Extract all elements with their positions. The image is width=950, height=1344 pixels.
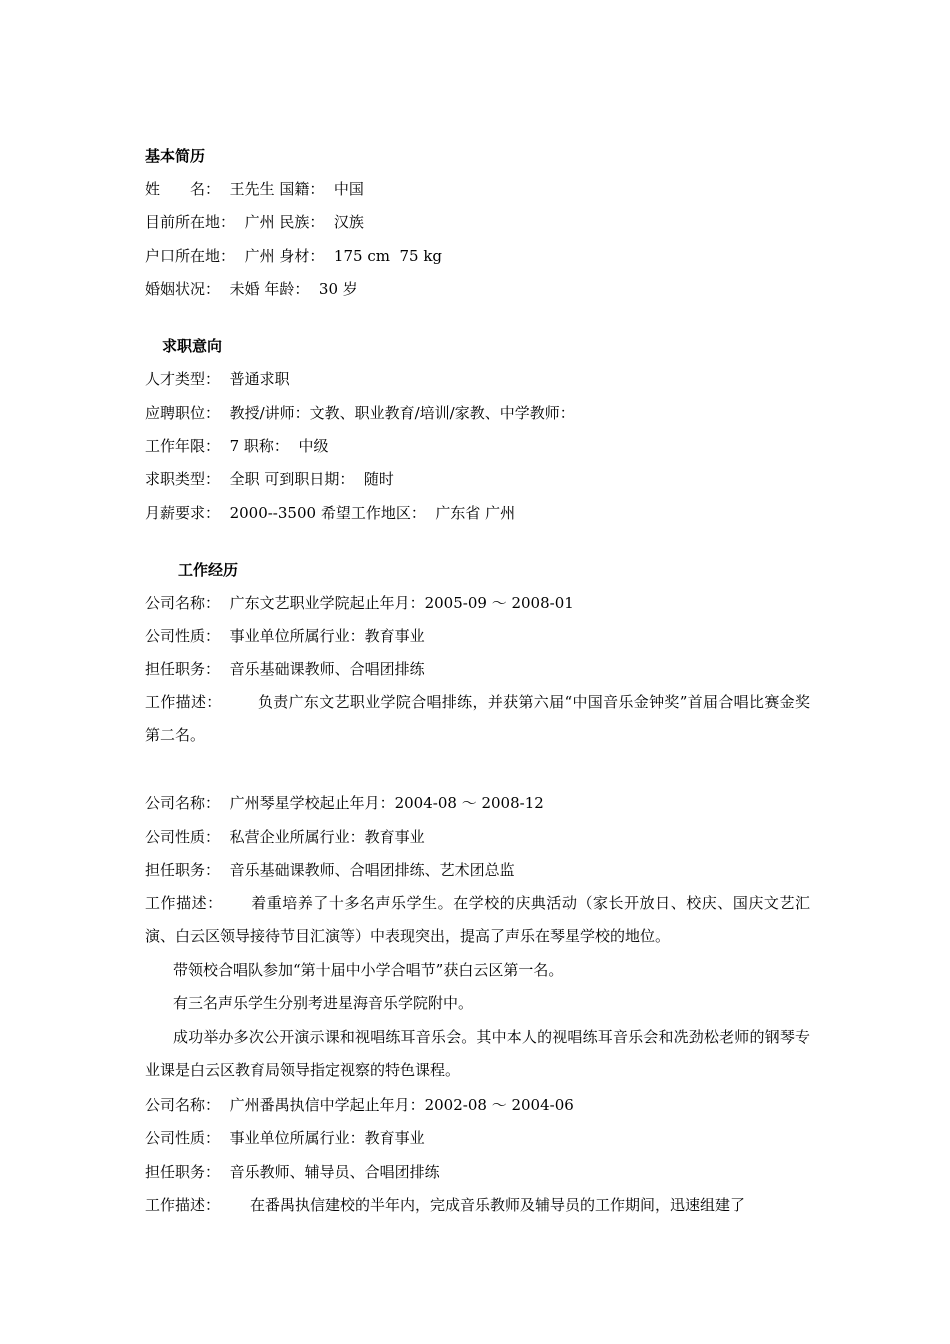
period-value: 2002-08 ～ 2004-06: [424, 1096, 574, 1114]
location-label: 目前所在地：: [145, 213, 236, 231]
industry-value: 教育事业: [364, 627, 425, 645]
period-value: 2004-08 ～ 2008-12: [394, 794, 544, 812]
desc-label: 工作描述：: [145, 1196, 221, 1214]
salary-value: 2000--3500: [229, 504, 317, 522]
talent-label: 人才类型：: [145, 370, 221, 388]
start-value: 随时: [363, 470, 394, 488]
job3-row-duty: [145, 1162, 440, 1182]
age-value: 30 岁: [318, 280, 358, 298]
company-value: 广州番禺执信中学: [229, 1096, 350, 1114]
job2-row-nature: [145, 827, 425, 847]
nature-value: 事业单位: [229, 627, 290, 645]
row-type-start: [145, 469, 394, 489]
salary-label: 月薪要求：: [145, 504, 221, 522]
period-label: 起止年月：: [319, 794, 395, 812]
name-label: 姓 名：: [145, 180, 221, 198]
title-value: 中级: [298, 437, 329, 455]
job3-row-company: [145, 1095, 574, 1115]
row-hukou-body: [145, 246, 442, 266]
desc-value: 负责广东文艺职业学院合唱排练，并获第六届“中国音乐金钟奖”首届合唱比赛金奖第二名。: [145, 693, 810, 744]
duty-value: 音乐基础课教师、合唱团排练、艺术团总监: [229, 861, 515, 879]
name-value: 王先生: [229, 180, 275, 198]
job2-row-company: [145, 793, 544, 813]
talent-value: 普通求职: [229, 370, 290, 388]
nationality-label: 国籍：: [279, 180, 325, 198]
row-location-ethnicity: [145, 212, 364, 232]
company-label: 公司名称：: [145, 1096, 221, 1114]
type-label: 求职类型：: [145, 470, 221, 488]
ethnicity-label: 民族：: [279, 213, 325, 231]
desc-label: 工作描述：: [145, 894, 223, 912]
industry-label: 所属行业：: [289, 627, 365, 645]
desc-value: 着重培养了十多名声乐学生。在学校的庆典活动（家长开放日、校庆、国庆文艺汇演、白云区领导接待节目汇演等）中表现突出，提高了声乐在琴星学校的地位。: [145, 894, 810, 945]
years-value: 7: [229, 437, 240, 455]
nature-value: 私营企业: [229, 828, 290, 846]
industry-label: 所属行业：: [289, 828, 365, 846]
type-value: 全职: [229, 470, 260, 488]
row-years-title: [145, 436, 328, 456]
section-heading-basic: 基本简历: [145, 147, 206, 165]
area-value: 广东省 广州: [435, 504, 516, 522]
duty-label: 担任职务：: [145, 1163, 221, 1181]
ethnicity-value: 汉族: [333, 213, 364, 231]
company-value: 广州琴星学校: [229, 794, 320, 812]
job2-description: [145, 887, 810, 953]
job1-row-nature: [145, 626, 425, 646]
company-label: 公司名称：: [145, 594, 221, 612]
job2-row-duty: [145, 860, 515, 880]
area-label: 希望工作地区：: [320, 504, 426, 522]
company-value: 广东文艺职业学院: [229, 594, 350, 612]
job2-extra-3: 成功举办多次公开演示课和视唱练耳音乐会。其中本人的视唱练耳音乐会和冼劲松老师的钢琴专业课是白云区教育局领导指定视察的特色课程。: [145, 1028, 810, 1079]
section-heading-intent: 求职意向: [162, 337, 223, 355]
section-heading-experience: 工作经历: [178, 561, 239, 579]
nature-label: 公司性质：: [145, 627, 221, 645]
marital-value: 未婚: [229, 280, 260, 298]
desc-value: 在番禺执信建校的半年内，完成音乐教师及辅导员的工作期间，迅速组建了: [250, 1196, 746, 1214]
period-value: 2005-09 ～ 2008-01: [424, 594, 574, 612]
duty-value: 音乐基础课教师、合唱团排练: [229, 660, 425, 678]
nature-value: 事业单位: [229, 1129, 290, 1147]
duty-label: 担任职务：: [145, 660, 221, 678]
period-label: 起止年月：: [349, 594, 425, 612]
years-label: 工作年限：: [145, 437, 221, 455]
position-value: 教授/讲师：文教、职业教育/培训/家教、中学教师：: [229, 404, 575, 422]
nationality-value: 中国: [333, 180, 364, 198]
age-label: 年龄：: [264, 280, 310, 298]
job2-extra-1: 带领校合唱队参加“第十届中小学合唱节”获白云区第一名。: [173, 961, 564, 979]
industry-value: 教育事业: [364, 828, 425, 846]
marital-label: 婚姻状况：: [145, 280, 221, 298]
job3-row-nature: [145, 1128, 425, 1148]
nature-label: 公司性质：: [145, 828, 221, 846]
duty-value: 音乐教师、辅导员、合唱团排练: [229, 1163, 440, 1181]
industry-value: 教育事业: [364, 1129, 425, 1147]
row-talent: [145, 369, 290, 389]
job1-row-duty: [145, 659, 425, 679]
title-label: 职称：: [243, 437, 289, 455]
job1-description: [145, 686, 810, 752]
job2-extra-2: 有三名声乐学生分别考进星海音乐学院附中。: [173, 994, 474, 1012]
duty-label: 担任职务：: [145, 861, 221, 879]
company-label: 公司名称：: [145, 794, 221, 812]
location-value: 广州: [244, 213, 275, 231]
row-position: [145, 403, 575, 423]
period-label: 起止年月：: [349, 1096, 425, 1114]
row-salary-area: [145, 503, 515, 523]
hukou-value: 广州: [244, 247, 275, 265]
row-marital-age: [145, 279, 358, 299]
job3-description: [145, 1189, 810, 1222]
hukou-label: 户口所在地：: [145, 247, 236, 265]
nature-label: 公司性质：: [145, 1129, 221, 1147]
industry-label: 所属行业：: [289, 1129, 365, 1147]
position-label: 应聘职位：: [145, 404, 221, 422]
start-label: 可到职日期：: [264, 470, 355, 488]
body-label: 身材：: [279, 247, 325, 265]
body-value: 175 cm 75 kg: [333, 247, 443, 265]
row-name-nationality: [145, 179, 364, 199]
desc-label: 工作描述：: [145, 693, 222, 711]
job1-row-company: [145, 593, 574, 613]
